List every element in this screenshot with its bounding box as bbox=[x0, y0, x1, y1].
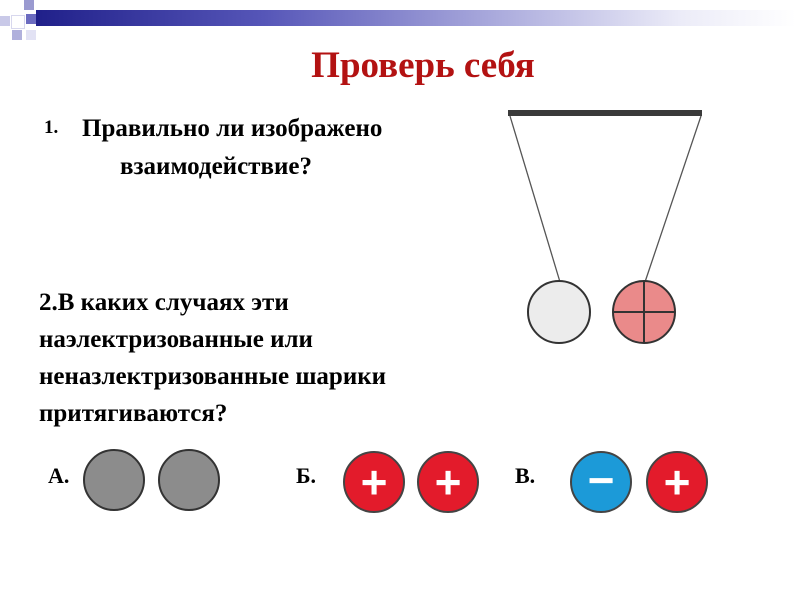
decor-square bbox=[26, 14, 36, 24]
question-1-text bbox=[82, 110, 382, 186]
question-1-line2: взаимодействие? bbox=[120, 153, 312, 180]
decor-square bbox=[12, 16, 24, 28]
question-2-line: притягиваются? bbox=[39, 400, 228, 427]
option-a-ball-1 bbox=[84, 450, 144, 510]
question-1-number: 1. bbox=[44, 117, 59, 138]
option-a-ball-2 bbox=[159, 450, 219, 510]
decor-square bbox=[26, 30, 36, 40]
option-c-label: В. bbox=[515, 463, 536, 488]
decor-square bbox=[0, 16, 10, 26]
right-thread bbox=[645, 116, 701, 282]
option-b-label: Б. bbox=[296, 463, 317, 488]
slide-title: Проверь себя bbox=[311, 45, 535, 86]
support-bar bbox=[508, 110, 702, 116]
decor-square bbox=[24, 0, 34, 10]
question-2-line: неназлектризованные шарики bbox=[39, 363, 387, 390]
corner-decor bbox=[0, 0, 60, 50]
option-a-label: А. bbox=[48, 463, 70, 488]
title-decor-bar bbox=[36, 10, 796, 26]
plus-sign: + bbox=[663, 456, 691, 508]
question-2-text bbox=[39, 284, 509, 432]
minus-sign: − bbox=[587, 454, 615, 506]
left-pendulum-ball bbox=[528, 281, 590, 343]
question-2-line: 2.В каких случаях эти bbox=[39, 289, 289, 316]
decor-square bbox=[12, 30, 22, 40]
question-1-line1: Правильно ли изображено bbox=[82, 115, 383, 142]
pendulum-diagram bbox=[500, 100, 720, 360]
decor-square bbox=[10, 2, 22, 14]
left-thread bbox=[510, 116, 560, 282]
question-2-line: наэлектризованные или bbox=[39, 326, 313, 353]
plus-sign: + bbox=[360, 456, 388, 508]
plus-sign: + bbox=[434, 456, 462, 508]
options-balls bbox=[0, 440, 800, 530]
